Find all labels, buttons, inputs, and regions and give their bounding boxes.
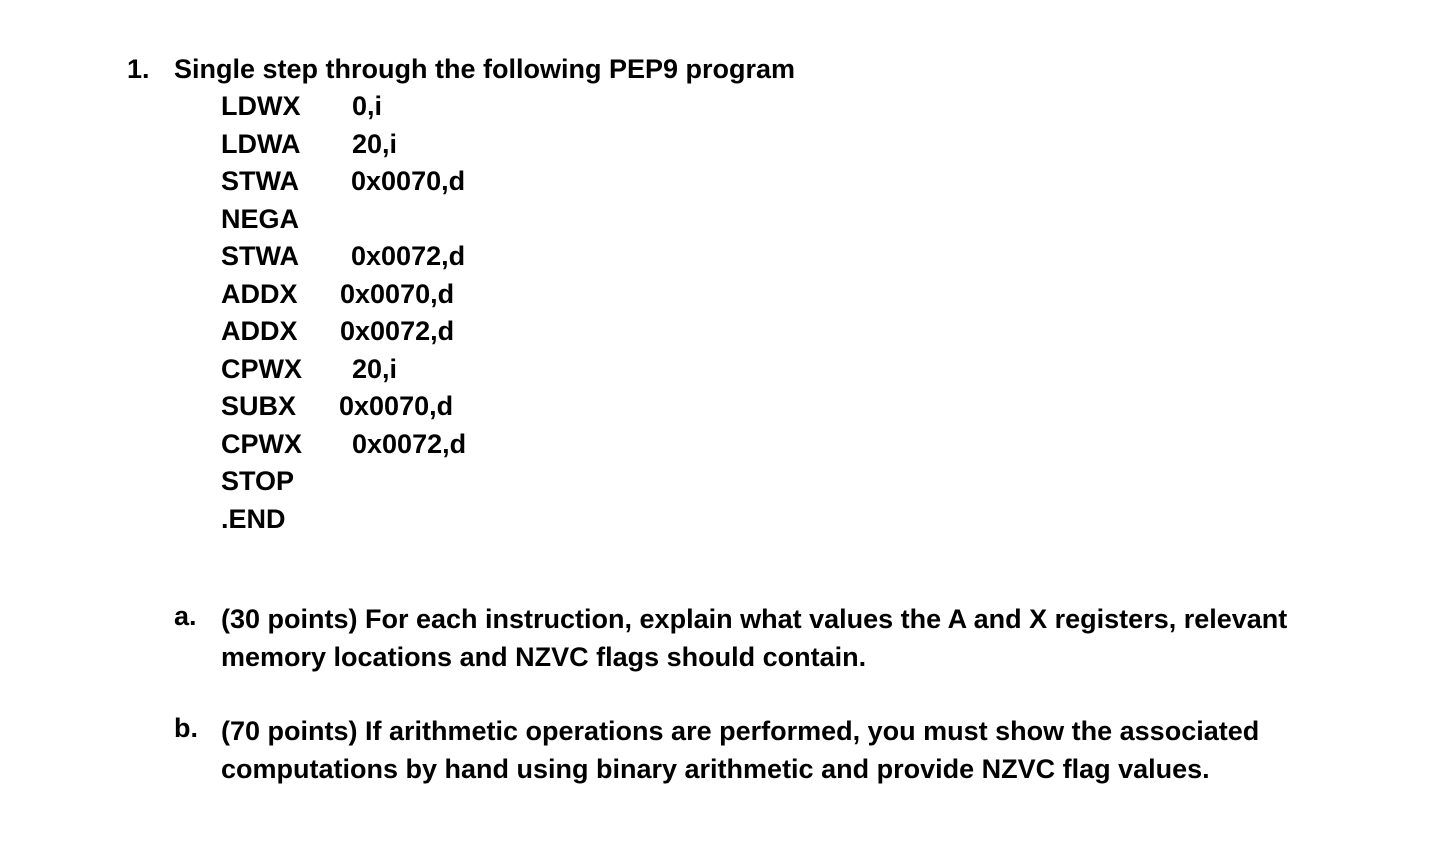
operand: 0x0072,d <box>340 316 455 346</box>
opcode: STWA <box>221 166 299 196</box>
sub-question-label: a. <box>174 601 197 631</box>
opcode: SUBX <box>221 391 297 421</box>
opcode: CPWX <box>221 353 302 384</box>
opcode: .END <box>221 503 286 534</box>
operand: 0x0070,d <box>340 278 455 309</box>
opcode: ADDX <box>221 316 298 346</box>
opcode: STWA <box>221 241 299 271</box>
operand: 20,i <box>352 128 398 159</box>
sub-question-label: b. <box>174 713 198 743</box>
opcode: LDWA <box>221 128 301 159</box>
operand: 0x0070,d <box>339 391 454 421</box>
sub-question-text: (70 points) If arithmetic operations are performed, you must show the associated computations by hand using binary arithmetic and provide NZVC flag values. <box>221 716 1260 784</box>
operand: 20,i <box>352 353 398 384</box>
operand: 0,i <box>352 91 383 121</box>
sub-question-text: (30 points) For each instruction, explain what values the A and X registers, relevant memory locations and NZVC flags should contain. <box>221 604 1288 672</box>
operand: 0x0072,d <box>352 428 467 459</box>
operand: 0x0070,d <box>351 166 466 196</box>
opcode: STOP <box>221 466 295 496</box>
operand: 0x0072,d <box>351 241 466 271</box>
opcode: NEGA <box>221 203 300 234</box>
opcode: LDWX <box>221 91 301 121</box>
opcode: CPWX <box>221 428 302 459</box>
question-number: 1. <box>127 54 150 84</box>
question-prompt: Single step through the following PEP9 program <box>174 54 796 84</box>
opcode: ADDX <box>221 278 298 309</box>
